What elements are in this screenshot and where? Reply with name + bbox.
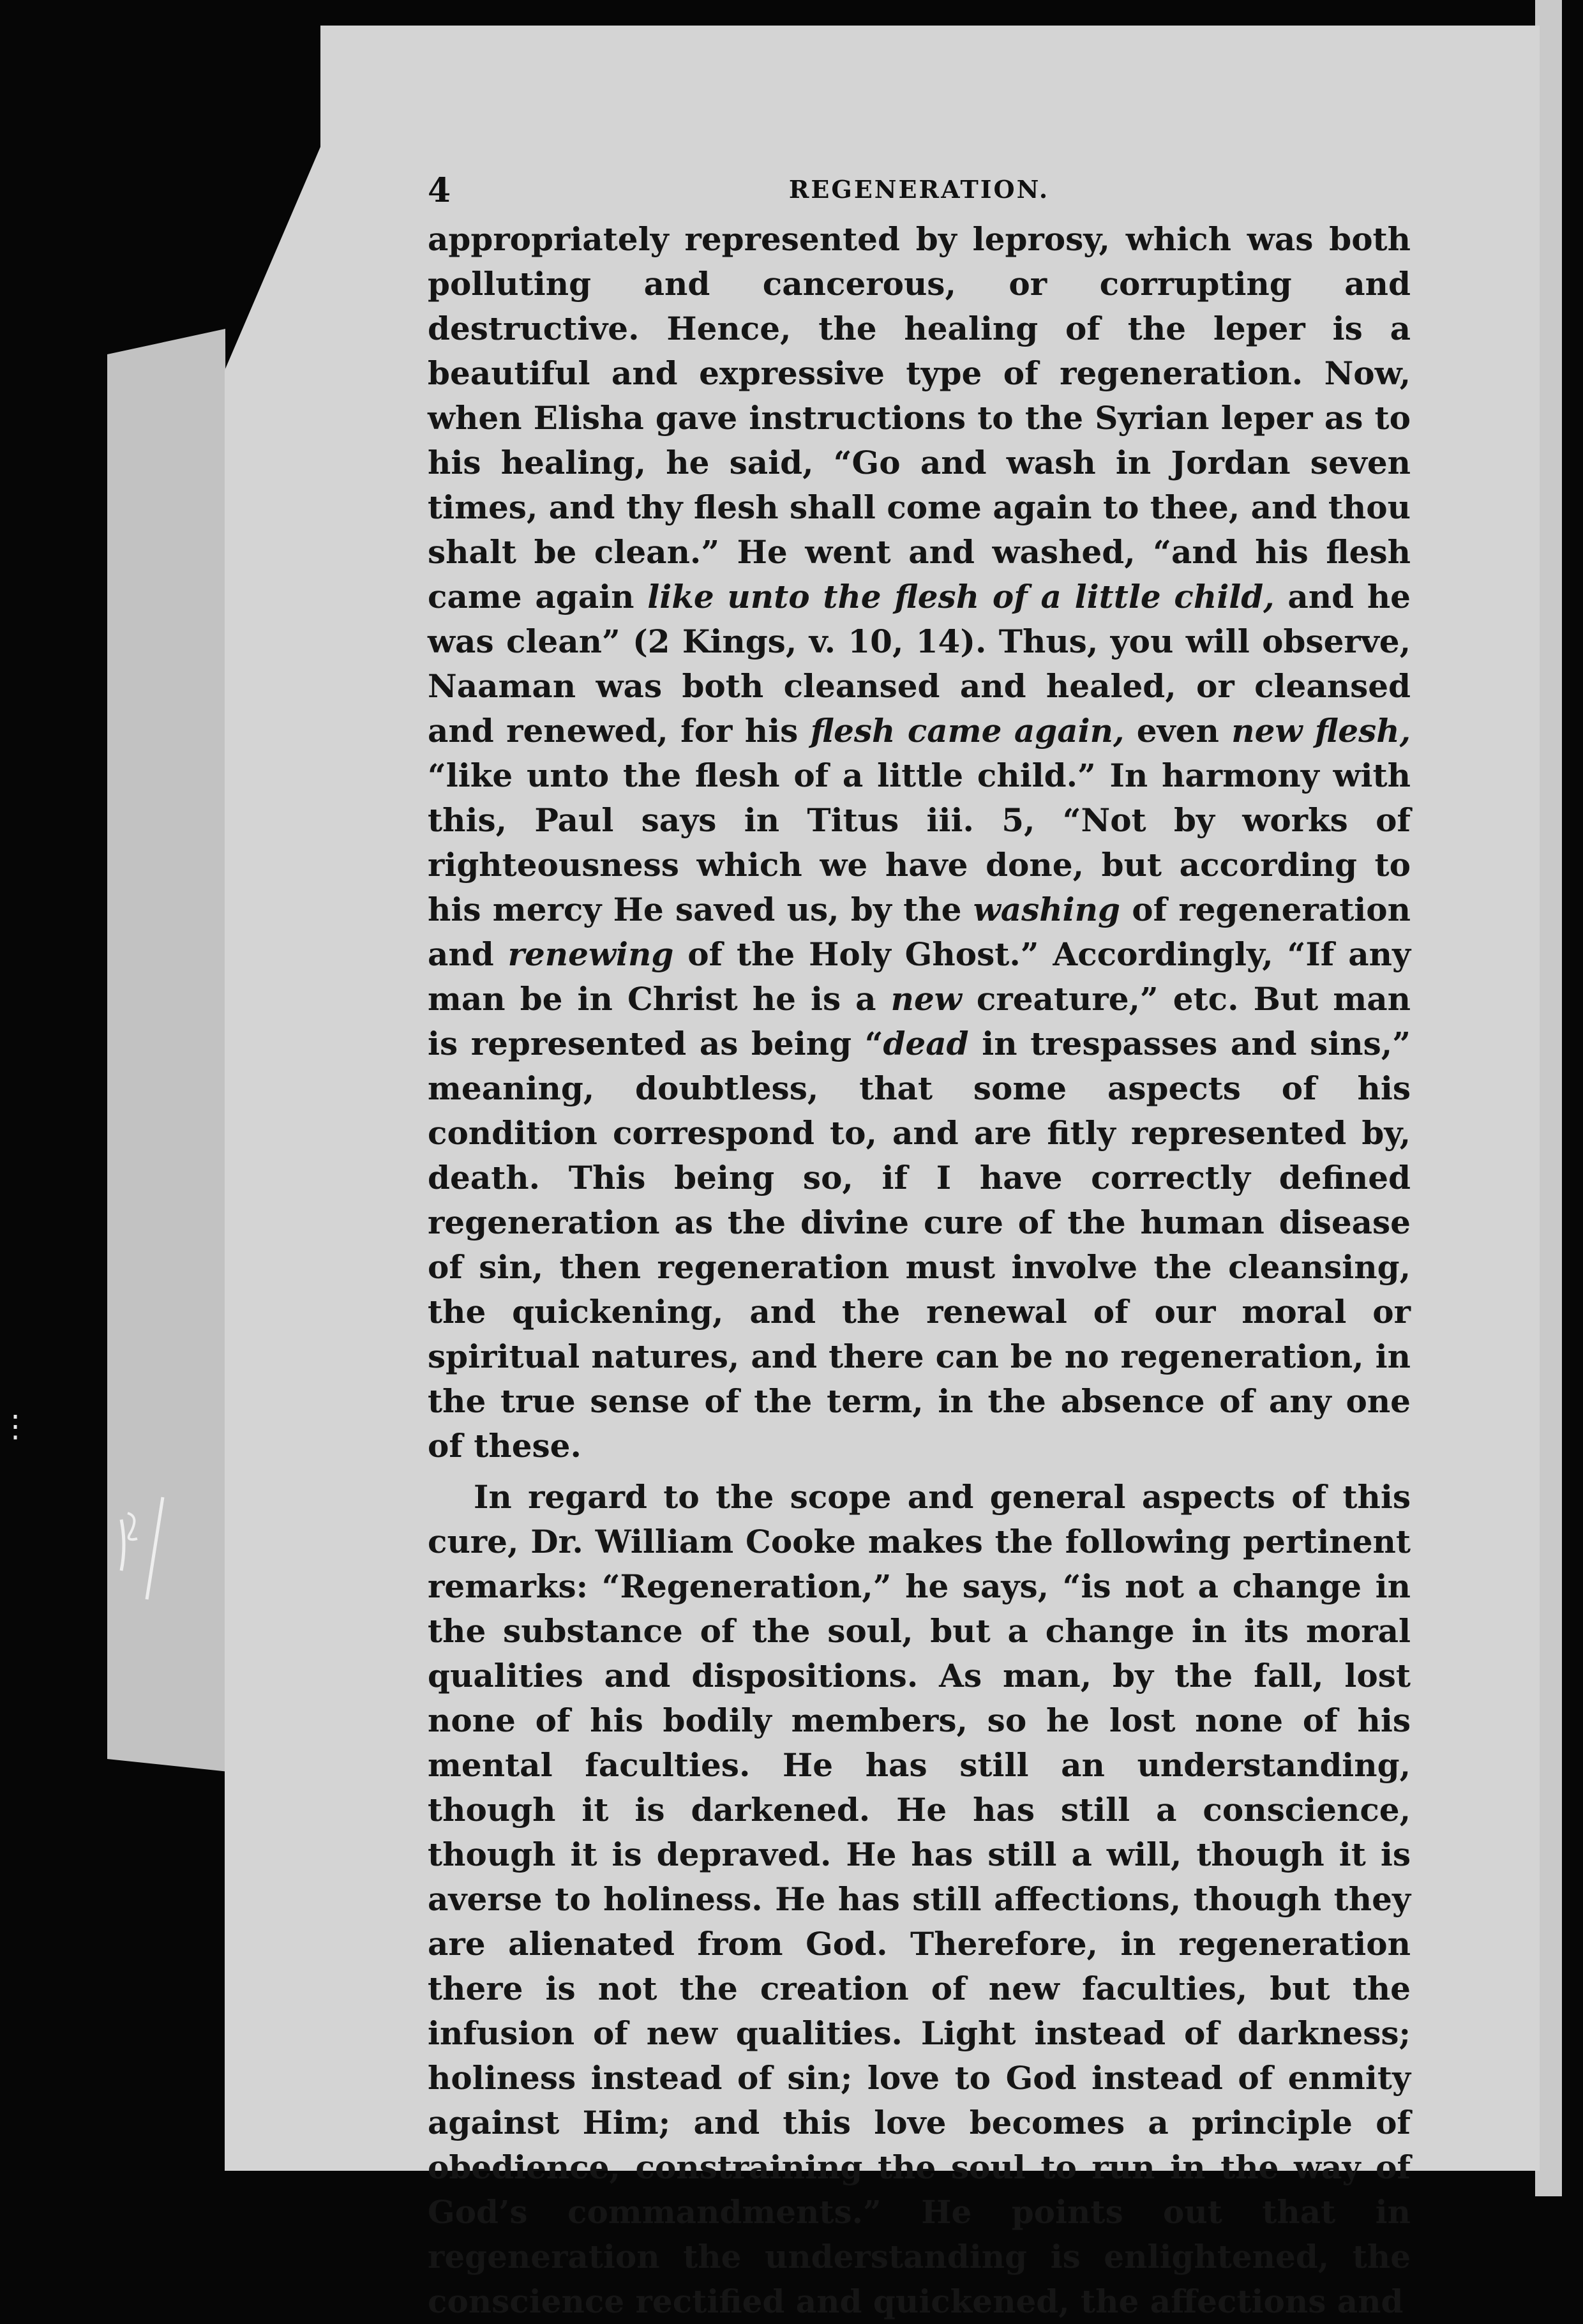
italic-run: new [890,980,962,1018]
running-title: REGENERATION. [788,175,1050,204]
text-run: even [1124,712,1232,750]
text-run: appropriately represented by leprosy, which was both polluting and cancerous, or corrupting and destructive. Hence, the healing of the leper is a beautiful and expressive type of regeneration. Now, when Elisha gave instructions to the Syrian leper as to his healing, he said, “Go and wash in Jordan seven times, and thy flesh shall come again to thee, and thou shalt be clean.” He went and washed, “and his flesh came again [428,220,1411,615]
text-run: In regard to the scope and general aspects of this cure, Dr. William Cooke makes the following pertinent remarks: “Regeneration,” he says, “is not a change in the substance of the soul, but a change in its moral qualities and dispositions. As man, by the fall, lost none of his bodily members, so he lost none of his mental faculties. He has still an understanding, though it is darkened. He has still a conscience, though it is depraved. He has still a will, though it is averse to holiness. He has still affections, though they are alienated from God. Therefore, in regeneration there is not the creation of new faculties, but the infusion of new qualities. Light instead of darkness; holiness instead of sin; love to God instead of enmity against Him; and this love becomes a principle of obedience, constraining the soul to run in the way of God’s commandments.” He points out that in regeneration the understanding is enlightened, the conscience rectified and quickened, the affections and [428,1478,1411,2320]
text-run: “like unto the flesh of a little child.” In harmony with this, Paul says in Titus iii. 5, “Not by works of righteousness which we have done, but according to his mercy He saved us, by the [428,757,1411,928]
text-run: creature,” etc. But man is represented as being “ [428,980,1411,1062]
page-number: 4 [428,171,451,210]
body-text [428,217,1411,2324]
italic-run: renewing [507,935,674,973]
text-run: of regeneration and [428,891,1411,973]
italic-run: flesh came again, [810,712,1125,750]
italic-run: like unto the flesh of a little child, [647,578,1275,615]
paragraph [428,217,1411,1468]
italic-run: dead [883,1025,969,1062]
italic-run: new flesh, [1231,712,1411,750]
text-run: and he was clean” (2 Kings, v. 10, 14). Thus, you will observe, Naaman was both cleansed and healed, or cleansed and renewed, for his [428,578,1411,750]
paragraph [428,1475,1411,2324]
text-run: in trespasses and sins,” meaning, doubtless, that some aspects of his condition correspond to, and are fitly represented by, death. This being so, if I have correctly defined regeneration as the divine cure of the human disease of sin, then regeneration must involve the cleansing, the quickening, and the renewal of our moral or spiritual natures, and there can be no regeneration, in the true sense of the term, in the absence of any one of these. [428,1025,1411,1465]
pencil-mark [102,1494,172,1603]
binding-speck: ⋮ [0,1408,31,1444]
italic-run: washing [973,891,1120,928]
text-run: of the Holy Ghost.” Accordingly, “If any man be in Christ he is a [428,935,1411,1018]
